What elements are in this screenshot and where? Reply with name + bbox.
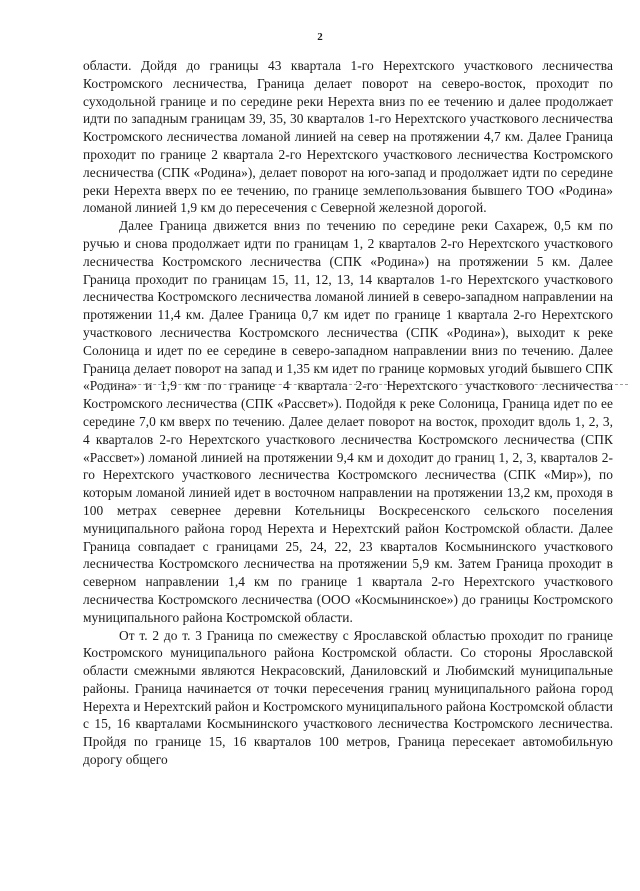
paragraph-2: Далее Граница движется вниз по течению по середине реки Сахареж, 0,5 км по ручью и снова продолжает идти по границам 1, 2 кварталов 2-го Нерехтского участкового лесничества Костромского лесничества (СПК «Родина») на протяжении 5 км. Далее Граница проходит по границам 15, 11, 12, 13, 14 кварталов 1-го Нерехтского участкового лесничества Костромского лесничества ломаной линией в северо-западном направлении на протяжении 11,4 км. Далее Граница 0,7 км идет по границе 1 квартала 2-го Нерехтского участкового лесничества Костромского лесничества (СПК «Родина»), выходит к реке Солоница и идет по ее середине в северо-западном направлении вниз по течению. Далее Граница делает поворот на запад и 1,35 км идет по границе кормовых угодий бывшего СПК «Родина» и 1,9 км по границе 4 квартала 2-го Нерехтского участкового лесничества Костромского лесничества (СПК «Рассвет»). Подойдя к реке Солоница, Граница идет по ее середине 7,0 км вверх по течению. Далее делает поворот на восток, проходит вдоль 1, 2, 3, 4 кварталов 2-го Нерехтского участкового лесничества Костромского лесничества (СПК «Рассвет») ломаной линией на протяжении 9,4 км и доходит до границ 1, 2, 3, кварталов 2-го Нерехтского участкового лесничества Костромского лесничества (СПК «Мир»), по которым ломаной линией идет в восточном направлении на протяжении 13,2 км, проходя в 100 метрах севернее деревни Котельницы Воскресенского сельского поселения муниципального района город Нерехта и Нерехтский район Костромской области. Далее Граница совпадает с границами 25, 24, 22, 23 кварталов Космынинского участкового лесничества Костромского лесничества на протяжении 5,9 км. Затем Граница проходит в северном направлении 1,4 км по границе 1 квартала 2-го Нерехтского участкового лесничества Костромского лесничества (ООО «Космынинское») до границы Костромского муниципального района Костромской области. (83, 218, 613, 625)
page-number: 2 (317, 31, 323, 43)
paragraph-1: области. Дойдя до границы 43 квартала 1-го Нерехтского участкового лесничества Костромского лесничества, Граница делает поворот на северо-восток, проходит по суходольной границе и по середине реки Нерехта вниз по ее течению и далее продолжает идти по западным границам 39, 35, 30 кварталов 1-го Нерехтского участкового лесничества Костромского лесничества ломаной линией на север на протяжении 4,7 км. Далее Граница проходит по границе 2 квартала 2-го Нерехтского участкового лесничества Костромского лесничества (СПК «Родина»), делает поворот на юго-запад и продолжает идти по середине реки Нерехта вверх по ее течению, по границе землепользования бывшего ТОО «Родина» ломаной линией 1,9 км до пересечения с Северной железной дорогой. (83, 58, 613, 216)
document-body (83, 57, 613, 769)
paragraph-3: От т. 2 до т. 3 Граница по смежеству с Ярославской областью проходит по границе Костромского муниципального района Костромской области. Со стороны Ярославской области смежными являются Некрасовский, Даниловский и Любимский муниципальные районы. Граница начинается от точки пересечения границ муниципального района город Нерехта и Нерехтский район и Костромского муниципального района Костромской области с 15, 16 кварталами Космынинского участкового лесничества Костромского лесничества. Пройдя по границе 15, 16 кварталов 100 метров, Граница пересекает автомобильную дорогу общего (83, 627, 613, 768)
scan-artifact-line (98, 384, 628, 385)
